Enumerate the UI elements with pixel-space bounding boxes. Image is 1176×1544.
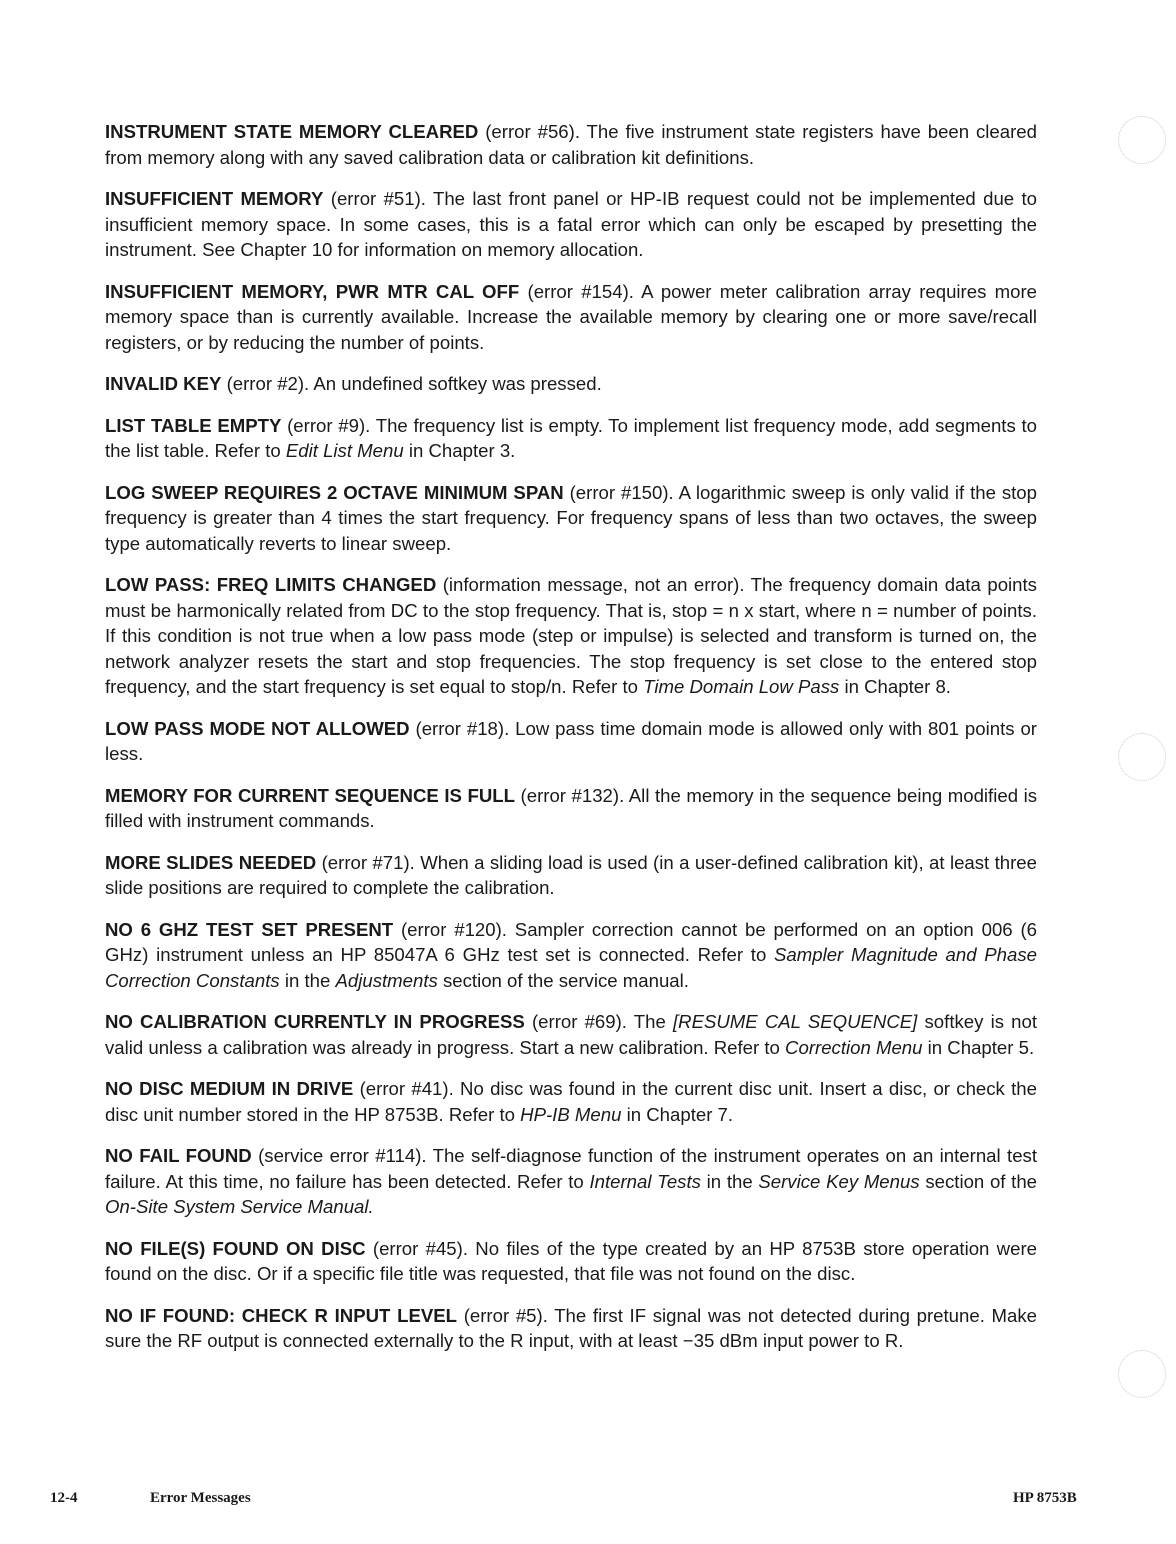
entry-reference: Edit List Menu — [285, 440, 404, 461]
entry-insufficient-memory-pwr-mtr-cal-off — [105, 279, 1037, 356]
entry-no-fail-found — [105, 1143, 1037, 1220]
entry-description: in Chapter 7. — [621, 1103, 734, 1125]
entry-reference: Adjustments — [335, 969, 438, 991]
entry-term: INVALID KEY — [105, 373, 222, 394]
entry-term: NO FILE(S) FOUND ON DISC — [105, 1237, 366, 1259]
entry-term: MORE SLIDES NEEDED — [105, 851, 317, 873]
entry-term: LOW PASS: FREQ LIMITS CHANGED — [105, 574, 437, 595]
entry-term: LOG SWEEP REQUIRES 2 OCTAVE MINIMUM SPAN — [105, 481, 564, 503]
footer-model: HP 8753B — [1013, 1490, 1077, 1506]
entry-term: LIST TABLE EMPTY — [105, 414, 282, 436]
entry-reference: On-Site System Service Manual. — [105, 1196, 374, 1217]
entry-instrument-state-memory-cleared — [105, 119, 1037, 170]
footer-section-title: Error Messages — [150, 1490, 251, 1506]
entry-term: NO IF FOUND: CHECK R INPUT LEVEL — [105, 1304, 458, 1326]
entry-term: INSUFFICIENT MEMORY — [105, 188, 324, 209]
entry-description: in the — [700, 1170, 759, 1192]
entry-no-if-found-check-r-input — [105, 1303, 1037, 1354]
entry-description: in Chapter 5. — [922, 1036, 1035, 1058]
entry-description: in the — [279, 969, 336, 991]
entry-term: NO 6 GHZ TEST SET PRESENT — [105, 918, 394, 940]
entry-description: in Chapter 8. — [839, 676, 951, 697]
entry-no-disc-medium-in-drive — [105, 1076, 1037, 1127]
entry-reference: Internal Tests — [589, 1170, 701, 1192]
entry-term: NO CALIBRATION CURRENTLY IN PROGRESS — [105, 1011, 525, 1032]
entry-invalid-key — [105, 371, 1037, 397]
entry-description: (error #51). The last front panel or HP-IB request could not be implemented due to insufficient memory space. In some cases, this is a fatal error which can only be escaped by presetting the instrument. See Chapter 10 for information on memory allocation. — [105, 188, 1037, 260]
footer-page-number: 12-4 — [50, 1490, 78, 1506]
error-message-list — [105, 119, 1037, 1370]
entry-no-files-found-on-disc — [105, 1236, 1037, 1287]
entry-description: (error #9). The frequency list is empty. To implement list frequency mode, add segments to the list table. Refer to — [105, 414, 1037, 461]
entry-no-6-ghz-test-set-present — [105, 917, 1037, 994]
entry-reference: HP-IB Menu — [520, 1103, 622, 1125]
entry-low-pass-mode-not-allowed — [105, 716, 1037, 767]
entry-description: (error #18). Low pass time domain mode is allowed only with 801 points or less. — [105, 717, 1037, 764]
entry-no-calibration-currently-in-progress — [105, 1009, 1037, 1060]
entry-description: section of the — [919, 1170, 1038, 1192]
entry-more-slides-needed — [105, 850, 1037, 901]
entry-term: INSUFFICIENT MEMORY, PWR MTR CAL OFF — [105, 280, 520, 302]
entry-insufficient-memory — [105, 186, 1037, 263]
entry-reference: Time Domain Low Pass — [643, 676, 840, 697]
entry-softkey-reference: [RESUME CAL SEQUENCE] — [672, 1011, 918, 1032]
entry-description: in Chapter 3. — [403, 440, 516, 461]
entry-reference: Correction Menu — [785, 1036, 923, 1058]
entry-memory-for-current-sequence-full — [105, 783, 1037, 834]
entry-description: (error #41). No disc was found in the current disc unit. Insert a disc, or check the disc unit number stored in the HP 8753B. Refer to — [105, 1078, 1037, 1125]
entry-term: NO FAIL FOUND — [105, 1145, 252, 1166]
entry-description: section of the service manual. — [437, 969, 689, 991]
entry-description: (error #120). Sampler correction cannot be performed on an option 006 (6 GHz) instrument unless an HP 85047A 6 GHz test set is connected. Refer to — [105, 918, 1037, 965]
entry-description: (service error #114). The self-diagnose function of the instrument operates on an internal test failure. At this time, no failure has been detected. Refer to — [105, 1145, 1037, 1192]
entry-description: (information message, not an error). The frequency domain data points must be harmonically related from DC to the stop frequency. That is, stop = n x start, where n = number of points. If this condition is not true when a low pass mode (step or impulse) is selected and transform is turned on, the network analyzer resets the start and stop frequencies. The stop frequency is set close to the entered stop frequency, and the start frequency is set equal to stop/n. Refer to — [105, 574, 1037, 697]
entry-term: LOW PASS MODE NOT ALLOWED — [105, 717, 410, 739]
entry-description: (error #154). A power meter calibration array requires more memory space than is currently available. Increase the available memory by clearing one or more save/recall registers, or by reducing the number of points. — [105, 280, 1037, 353]
entry-low-pass-freq-limits-changed — [105, 572, 1037, 700]
entry-reference: Service Key Menus — [758, 1170, 920, 1192]
entry-description: (error #132). All the memory in the sequence being modified is filled with instrument commands. — [105, 784, 1038, 831]
entry-log-sweep-requires-2-octave — [105, 480, 1037, 557]
punch-hole-top — [1118, 116, 1166, 164]
entry-description: (error #45). No files of the type created by an HP 8753B store operation were found on the disc. Or if a specific file title was requested, that file was not found on the disc. — [105, 1237, 1037, 1284]
entry-description: (error #56). The five instrument state registers have been cleared from memory along with any saved calibration data or calibration kit definitions. — [105, 121, 1037, 168]
entry-description: (error #5). The first IF signal was not detected during pretune. Make sure the RF output is connected externally to the R input, with at least −35 dBm input power to R. — [105, 1304, 1038, 1351]
entry-term: NO DISC MEDIUM IN DRIVE — [105, 1078, 354, 1099]
entry-description: (error #2). An undefined softkey was pressed. — [221, 373, 602, 394]
entry-list-table-empty — [105, 413, 1037, 464]
entry-term: INSTRUMENT STATE MEMORY CLEARED — [105, 121, 479, 142]
entry-description: softkey is not valid unless a calibration was already in progress. Start a new calibration. Refer to — [105, 1011, 1038, 1058]
entry-term: MEMORY FOR CURRENT SEQUENCE IS FULL — [105, 784, 515, 806]
punch-hole-middle — [1118, 733, 1166, 781]
punch-hole-bottom — [1118, 1350, 1166, 1398]
entry-description: (error #71). When a sliding load is used (in a user-defined calibration kit), at least three slide positions are required to complete the calibration. — [105, 851, 1037, 898]
entry-reference: Sampler Magnitude and Phase Correction Constants — [105, 944, 1038, 991]
entry-description: (error #69). The — [524, 1011, 673, 1032]
entry-description: (error #150). A logarithmic sweep is only valid if the stop frequency is greater than 4 times the start frequency. For frequency spans of less than two octaves, the sweep type automatically reverts to linear sweep. — [105, 481, 1037, 554]
